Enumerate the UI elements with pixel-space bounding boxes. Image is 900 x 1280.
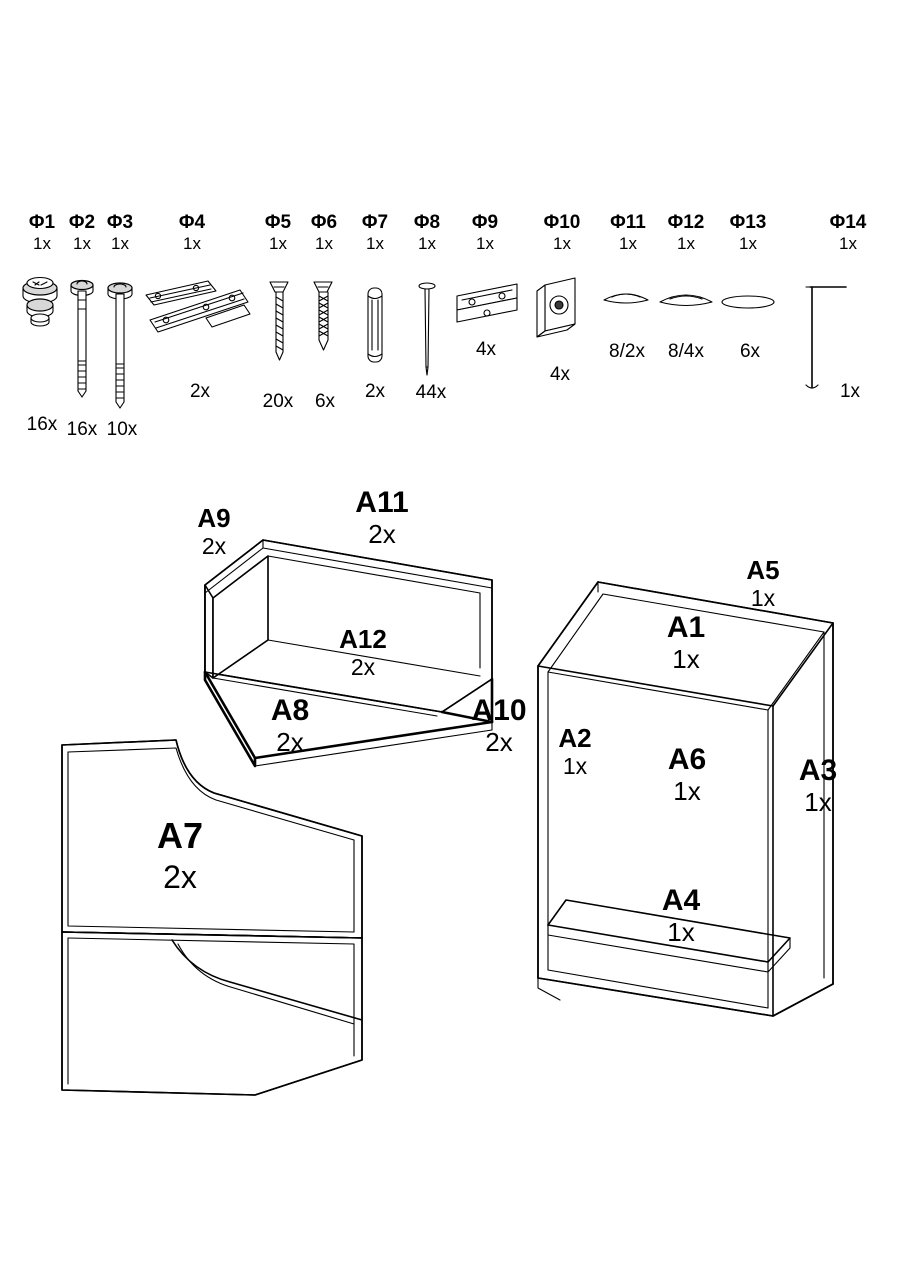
hardware-bottom-qty-13: 6x	[739, 341, 761, 362]
part-qty-a2: 1x	[562, 753, 588, 779]
hardware-top-qty-5: 1x	[269, 234, 287, 253]
hardware-top-qty-1: 1x	[33, 234, 51, 253]
hardware-icon-bolt	[71, 281, 93, 398]
hardware-name-8: Φ8	[413, 212, 441, 233]
hardware-icon-cap-cover	[604, 294, 648, 303]
hardware-bottom-qty-9: 4x	[475, 339, 497, 360]
hardware-top-qty-3: 1x	[111, 234, 129, 253]
hardware-name-12: Φ12	[667, 212, 705, 233]
part-qty-a3: 1x	[804, 787, 832, 817]
part-qty-a7: 2x	[163, 859, 197, 895]
hardware-icon-wood-screw	[314, 282, 332, 350]
hardware-icon-cam-lock	[23, 278, 57, 327]
hardware-bottom-qty-3: 10x	[106, 419, 138, 440]
hardware-bottom-qty-10: 4x	[549, 364, 571, 385]
part-qty-a4: 1x	[667, 917, 695, 947]
part-code-a4: A4	[661, 884, 701, 917]
part-code-a6: A6	[667, 743, 707, 776]
hardware-name-14: Φ14	[829, 212, 867, 233]
part-code-a11: A11	[355, 486, 409, 519]
hardware-bottom-qty-7: 2x	[364, 381, 386, 402]
hardware-bottom-qty-6: 6x	[314, 391, 336, 412]
hardware-top-qty-11: 1x	[619, 234, 637, 253]
part-qty-a1: 1x	[672, 644, 700, 674]
part-code-a12: A12	[339, 624, 387, 654]
hardware-top-qty-4: 1x	[183, 234, 201, 253]
hardware-name-1: Φ1	[28, 212, 56, 233]
part-code-a10: A10	[471, 694, 527, 727]
part-code-a5: A5	[746, 555, 780, 585]
hardware-top-qty-6: 1x	[315, 234, 333, 253]
hardware-bottom-qty-1: 16x	[26, 414, 58, 435]
part-code-a2: A2	[558, 723, 592, 753]
hardware-top-qty-10: 1x	[553, 234, 571, 253]
hardware-name-13: Φ13	[729, 212, 767, 233]
hardware-name-9: Φ9	[471, 212, 499, 233]
hardware-top-qty-13: 1x	[739, 234, 757, 253]
hardware-icon-long-bolt	[108, 283, 132, 408]
drawer-front-drawing	[62, 740, 362, 1095]
hardware-icon-sticker-cap	[722, 296, 774, 308]
hardware-top-qty-7: 1x	[366, 234, 384, 253]
part-qty-a8: 2x	[276, 727, 304, 757]
hardware-icon-nail	[419, 283, 435, 375]
part-code-a7: A7	[156, 815, 204, 856]
hardware-top-qty-9: 1x	[476, 234, 494, 253]
hardware-top-qty-2: 1x	[73, 234, 91, 253]
hardware-bottom-qty-8: 44x	[415, 382, 447, 403]
part-code-a1: A1	[666, 611, 706, 644]
hardware-name-5: Φ5	[264, 212, 292, 233]
hardware-bottom-qty-2: 16x	[66, 419, 98, 440]
hardware-bottom-qty-14: 1x	[839, 381, 861, 402]
hardware-icon-allen-key	[806, 287, 846, 388]
hardware-bottom-qty-5: 20x	[262, 391, 294, 412]
hardware-name-4: Φ4	[178, 212, 206, 233]
part-qty-a5: 1x	[750, 585, 776, 611]
part-qty-a6: 1x	[673, 776, 701, 806]
hardware-bottom-qty-12: 8/4x	[668, 341, 704, 362]
hardware-name-10: Φ10	[543, 212, 581, 233]
part-code-a8: A8	[270, 694, 310, 727]
hardware-top-qty-12: 1x	[677, 234, 695, 253]
hardware-name-2: Φ2	[68, 212, 96, 233]
hardware-name-7: Φ7	[361, 212, 389, 233]
hardware-bottom-qty-4: 2x	[189, 381, 211, 402]
hardware-icon-metal-bracket	[457, 284, 517, 322]
part-qty-a9: 2x	[201, 533, 227, 559]
part-code-a3: A3	[798, 754, 838, 787]
hardware-icon-dowel	[368, 288, 382, 362]
hardware-top-qty-8: 1x	[418, 234, 436, 253]
hardware-name-3: Φ3	[106, 212, 134, 233]
hardware-top-qty-14: 1x	[839, 234, 857, 253]
hardware-icon-drawer-slide	[146, 281, 250, 332]
part-qty-a11: 2x	[368, 519, 396, 549]
hardware-icon-cover-cap	[660, 295, 712, 306]
hardware-name-11: Φ11	[610, 212, 646, 233]
hardware-bottom-qty-11: 8/2x	[609, 341, 645, 362]
hardware-icon-screw	[270, 282, 288, 360]
part-qty-a10: 2x	[485, 727, 513, 757]
hardware-icon-corner-block	[537, 278, 575, 337]
hardware-name-6: Φ6	[310, 212, 338, 233]
part-qty-a12: 2x	[350, 654, 376, 680]
part-code-a9: A9	[197, 503, 231, 533]
